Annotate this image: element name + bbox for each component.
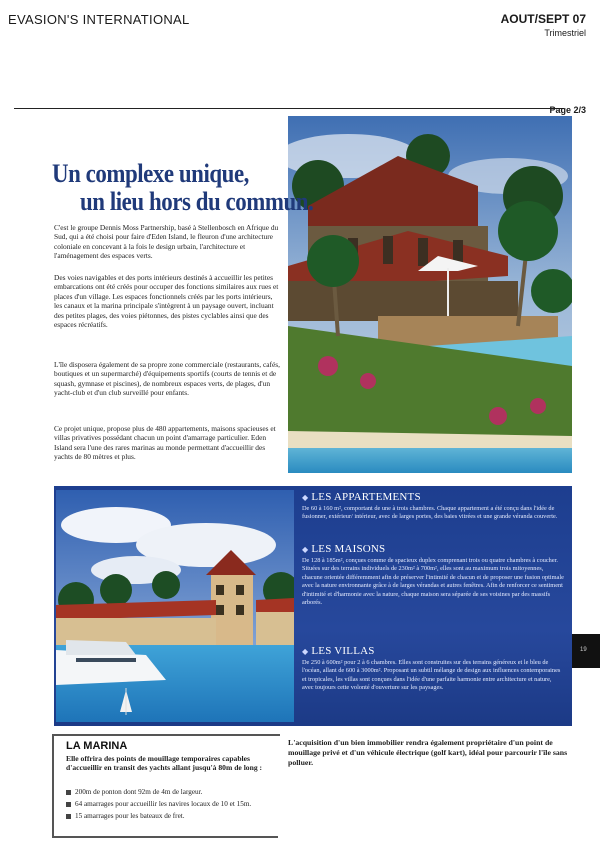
marina-item-3: 15 amarrages pour les bateaux de fret.: [66, 812, 185, 820]
feature-title-villas: ◆ LES VILLAS: [302, 645, 375, 657]
marina-item-1: 200m de ponton dont 92m de 4m de largeur.: [66, 788, 202, 796]
marina-villa-image: [56, 490, 294, 722]
article-paragraph-2: Des voies navigables et des ports intérieurs destinés à accueillir les petites embarcations ont été créés pour occuper des fonctions similaires aux rues et places d'un village. Les espaces fonctionnels créés par les ports intérieurs, les canaux et la marina principale s'intègrent à un paysage ouvert, incluant des petites plages, des voies piétonnes, des pistes cyclables ainsi que des espaces récréatifs.: [54, 273, 279, 330]
article-title-line2: un lieu hors du commun.: [80, 187, 314, 216]
issue-frequency: Trimestriel: [544, 28, 586, 38]
issue-date: AOUT/SEPT 07: [500, 12, 586, 26]
article-paragraph-1: C'est le groupe Dennis Moss Partnership, basé à Stellenbosch en Afrique du Sud, qui a été choisi pour faire d'Eden Island, le fleuron d'une architecture coloniale en concevant à la fois le design urbain, l'architecture et l'aménagement des espaces verts.: [54, 223, 279, 261]
bullet-icon: ◆: [302, 545, 309, 554]
page-number: Page 2/3: [549, 105, 586, 115]
marina-intro: Elle offrira des points de mouillage temporaires capables d'accueillir en transit des yachts allant jusqu'à 80m de long :: [66, 754, 263, 773]
square-bullet-icon: [66, 814, 71, 819]
feature-text-appartements: De 60 à 160 m², comportant de une à trois chambres. Chaque appartement a été conçu dans l'idée de fusionner, extérieur/ intérieur, avec de larges portes, des baies vitrées et une grande véranda couverte.: [302, 505, 558, 521]
square-bullet-icon: [66, 802, 71, 807]
page-side-tab: 19: [572, 634, 600, 668]
feature-text-villas: De 250 à 600m² pour 2 à 6 chambres. Elles sont construites sur des terrains généreux et le bleu de l'océan, allant de 600 à 3000m². Proposant un subtil mélange de design aux influences contemporaines et tropicales, les villas sont conçues dans l'idée d'une parfaite harmonie entre architecture et nature, avec toujours cette volonté d'ouverture sur les paysages.: [302, 659, 561, 692]
article-title-line1: Un complexe unique,: [52, 159, 249, 188]
article-paragraph-4: Ce projet unique, propose plus de 480 appartements, maisons spacieuses et villas privatives possédant chacun un point d'amarrage particulier. Eden Island sera l'une des rares marinas au monde permettant d'accueillir des yachts de 80 mètres et plus.: [54, 424, 276, 462]
feature-title-appartements: ◆ LES APPARTEMENTS: [302, 491, 421, 503]
bullet-icon: ◆: [302, 647, 309, 656]
marina-item-2: 64 amarrages pour accueillir les navires locaux de 10 et 15m.: [66, 800, 251, 808]
acquisition-text: L'acquisition d'un bien immobilier rendra également propriétaire d'un point de mouillage privé et d'un véhicule électrique (golf kart), idéal pour parcourir l'île sans polluer.: [288, 738, 568, 767]
article-paragraph-3: L'île disposera également de sa propre zone commerciale (restaurants, cafés, boutiques et un supermarché) d'équipements sportifs (courts de tennis et de squash, gymnase et piscines), de nombreux espaces verts, de plages, d'un yacht-club et d'un club surveillé pour enfants.: [54, 360, 281, 398]
feature-title-maisons: ◆ LES MAISONS: [302, 543, 386, 555]
header-rule: [14, 108, 564, 109]
bullet-icon: ◆: [302, 493, 309, 502]
marina-title: LA MARINA: [66, 740, 128, 752]
square-bullet-icon: [66, 790, 71, 795]
feature-text-maisons: De 128 à 185m², conçues comme de spacieux duplex comprenant trois ou quatre chambres à coucher. Situées sur des terrains individuels de 230m² à 700m², elles sont au maximum trois mitoyennes, chacune orientée différemment afin de préserver l'intimité de chacun et de proposer une fusion optimale avec la nature environnante grâce à de larges vérandas et autres fenêtres. Afin de renforcer ce sentiment d'intimité et d'harmonie avec la nature, chaque maison sera séparée de ses voisines par des massifs arborés.: [302, 557, 564, 607]
publication-name: EVASION'S INTERNATIONAL: [8, 12, 190, 27]
hero-villa-image: [288, 116, 572, 473]
